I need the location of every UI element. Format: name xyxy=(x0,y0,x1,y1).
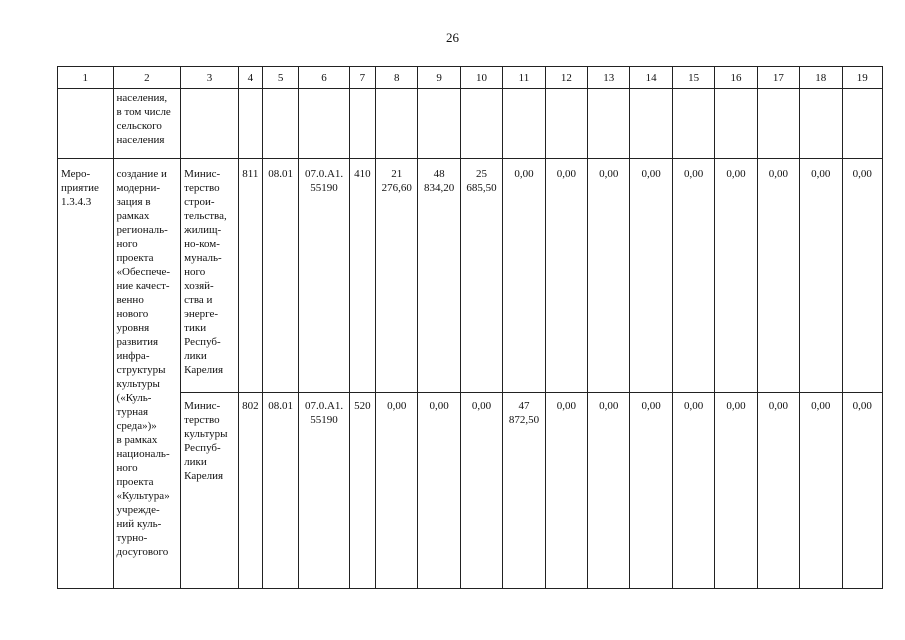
header-cell: 1 xyxy=(58,67,114,89)
header-cell: 19 xyxy=(842,67,883,89)
table-cell: 0,00 xyxy=(588,159,630,393)
table-cell xyxy=(842,89,883,159)
table-cell: 520 xyxy=(349,393,375,589)
table-cell: 08.01 xyxy=(262,159,298,393)
header-cell: 3 xyxy=(181,67,239,89)
table-cell: 0,00 xyxy=(460,393,502,589)
table-cell: 0,00 xyxy=(545,393,587,589)
header-row xyxy=(58,67,883,89)
table-cell: 811 xyxy=(238,159,262,393)
header-cell: 4 xyxy=(238,67,262,89)
header-cell: 11 xyxy=(503,67,545,89)
page-number: 26 xyxy=(446,30,459,45)
header-cell: 13 xyxy=(588,67,630,89)
table-cell: 0,00 xyxy=(672,393,714,589)
header-cell: 12 xyxy=(545,67,587,89)
budget-table xyxy=(57,66,883,589)
header-cell: 16 xyxy=(715,67,757,89)
header-cell: 2 xyxy=(113,67,181,89)
table-cell: 0,00 xyxy=(715,159,757,393)
table-cell xyxy=(418,89,460,159)
table-cell: 802 xyxy=(238,393,262,589)
table-cell: 08.01 xyxy=(262,393,298,589)
table-cell: 0,00 xyxy=(588,393,630,589)
table-cell xyxy=(58,89,114,159)
table-cell: 0,00 xyxy=(545,159,587,393)
table-cell: 0,00 xyxy=(418,393,460,589)
header-cell: 5 xyxy=(262,67,298,89)
table-cell xyxy=(376,89,418,159)
header-cell: 7 xyxy=(349,67,375,89)
table-row xyxy=(58,393,883,589)
table-cell: 0,00 xyxy=(715,393,757,589)
table-cell xyxy=(757,89,799,159)
measure-description-cell: создание и модерни- зация в рамках региональ- ного проекта «Обеспече- ние качест- венно нового уровня развития инфра- структуры культуры («Куль- турная среда»)» в рамках националь- ного проекта «Культура» учрежде- ний куль- турно- досугового xyxy=(113,159,181,589)
header-cell: 8 xyxy=(376,67,418,89)
header-cell: 18 xyxy=(800,67,842,89)
table-cell: 0,00 xyxy=(630,393,672,589)
header-cell: 6 xyxy=(299,67,349,89)
table-cell: 410 xyxy=(349,159,375,393)
header-cell: 14 xyxy=(630,67,672,89)
table-cell: населения, в том числе сельского населения xyxy=(113,89,181,159)
header-cell: 15 xyxy=(672,67,714,89)
table-cell xyxy=(715,89,757,159)
table-cell: 07.0.A1. 55190 xyxy=(299,393,349,589)
table-cell: 21 276,60 xyxy=(376,159,418,393)
table-cell: 48 834,20 xyxy=(418,159,460,393)
table-cell xyxy=(545,89,587,159)
table-cell: 0,00 xyxy=(800,159,842,393)
table-row xyxy=(58,89,883,159)
header-cell: 17 xyxy=(757,67,799,89)
table-cell: 0,00 xyxy=(503,159,545,393)
table-cell xyxy=(503,89,545,159)
measure-id-cell: Меро- приятие 1.3.4.3 xyxy=(58,159,114,589)
table-cell xyxy=(181,89,239,159)
table-cell: Минис- терство культуры Респуб- лики Карелия xyxy=(181,393,239,589)
table-cell xyxy=(630,89,672,159)
table-cell xyxy=(299,89,349,159)
table-cell xyxy=(262,89,298,159)
table-cell: 0,00 xyxy=(672,159,714,393)
table-cell xyxy=(588,89,630,159)
header-cell: 9 xyxy=(418,67,460,89)
table-cell: 0,00 xyxy=(842,159,883,393)
table-cell: 25 685,50 xyxy=(460,159,502,393)
table-cell: 0,00 xyxy=(842,393,883,589)
table-cell xyxy=(460,89,502,159)
table-cell: 47 872,50 xyxy=(503,393,545,589)
table-cell: 0,00 xyxy=(630,159,672,393)
table-cell: 0,00 xyxy=(376,393,418,589)
table-cell: 0,00 xyxy=(757,159,799,393)
table-cell xyxy=(349,89,375,159)
header-cell: 10 xyxy=(460,67,502,89)
table-cell xyxy=(672,89,714,159)
table-row xyxy=(58,159,883,393)
table-cell: 07.0.A1. 55190 xyxy=(299,159,349,393)
table-cell xyxy=(238,89,262,159)
table-cell xyxy=(800,89,842,159)
table-cell: 0,00 xyxy=(800,393,842,589)
table-cell: 0,00 xyxy=(757,393,799,589)
table-cell: Минис- терство строи- тельства, жилищ- но-ком- муналь- ного хозяй- ства и энерге- тики Респуб- лики Карелия xyxy=(181,159,239,393)
